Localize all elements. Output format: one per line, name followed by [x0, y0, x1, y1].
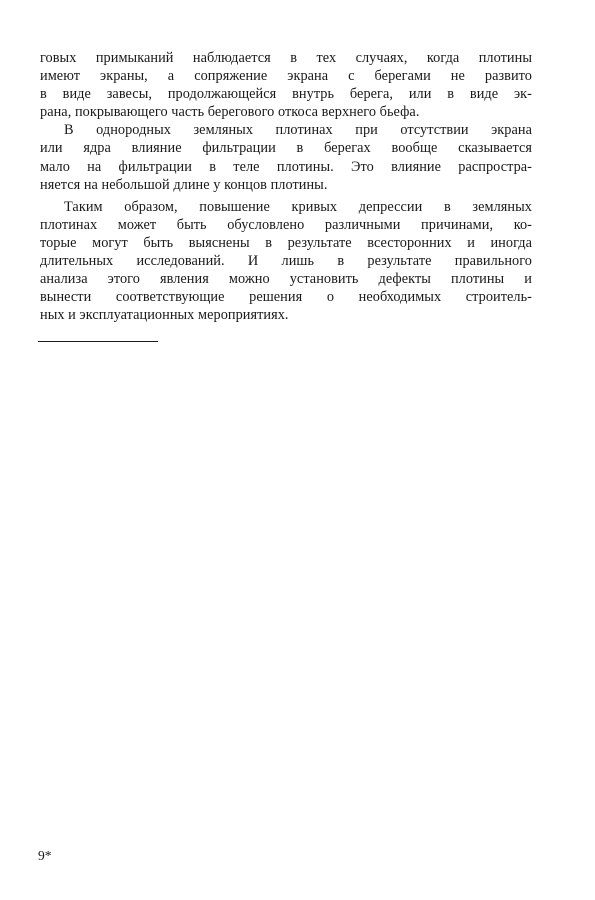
text-line: анализа этого явления можно установить дефекты плотины и [40, 271, 532, 288]
text-line: ных и эксплуатационных мероприятиях. [40, 307, 289, 324]
text-line: В однородных земляных плотинах при отсутствии экрана [64, 122, 532, 139]
paragraph [40, 121, 532, 193]
text-line: имеют экраны, а сопряжение экрана с берегами не развито [40, 68, 532, 85]
paragraph [40, 49, 532, 121]
text-line: мало на фильтрации в теле плотины. Это влияние распростра- [40, 158, 532, 175]
body-text [40, 49, 532, 324]
text-line: говых примыканий наблюдается в тех случаях, когда плотины [40, 50, 532, 66]
text-line: торые могут быть выяснены в результате всесторонних и иногда [40, 234, 532, 251]
text-line: в виде завесы, продолжающейся внутрь берега, или в виде эк- [40, 86, 532, 103]
text-line: няется на небольшой длине у концов плотины. [40, 176, 328, 193]
text-line: вынести соответствующие решения о необходимых строитель- [40, 289, 532, 306]
text-line: или ядра влияние фильтрации в берегах вообще сказывается [40, 140, 532, 157]
paragraph [40, 198, 532, 325]
text-line: рана, покрывающего часть берегового откоса верхнего бьефа. [40, 104, 420, 121]
text-line: плотинах может быть обусловлено различными причинами, ко- [40, 216, 532, 233]
end-rule [38, 341, 158, 342]
text-line: Таким образом, повышение кривых депрессии в земляных [64, 198, 532, 215]
signature-mark: 9* [38, 848, 52, 863]
text-line: длительных исследований. И лишь в результате правильного [40, 253, 532, 270]
